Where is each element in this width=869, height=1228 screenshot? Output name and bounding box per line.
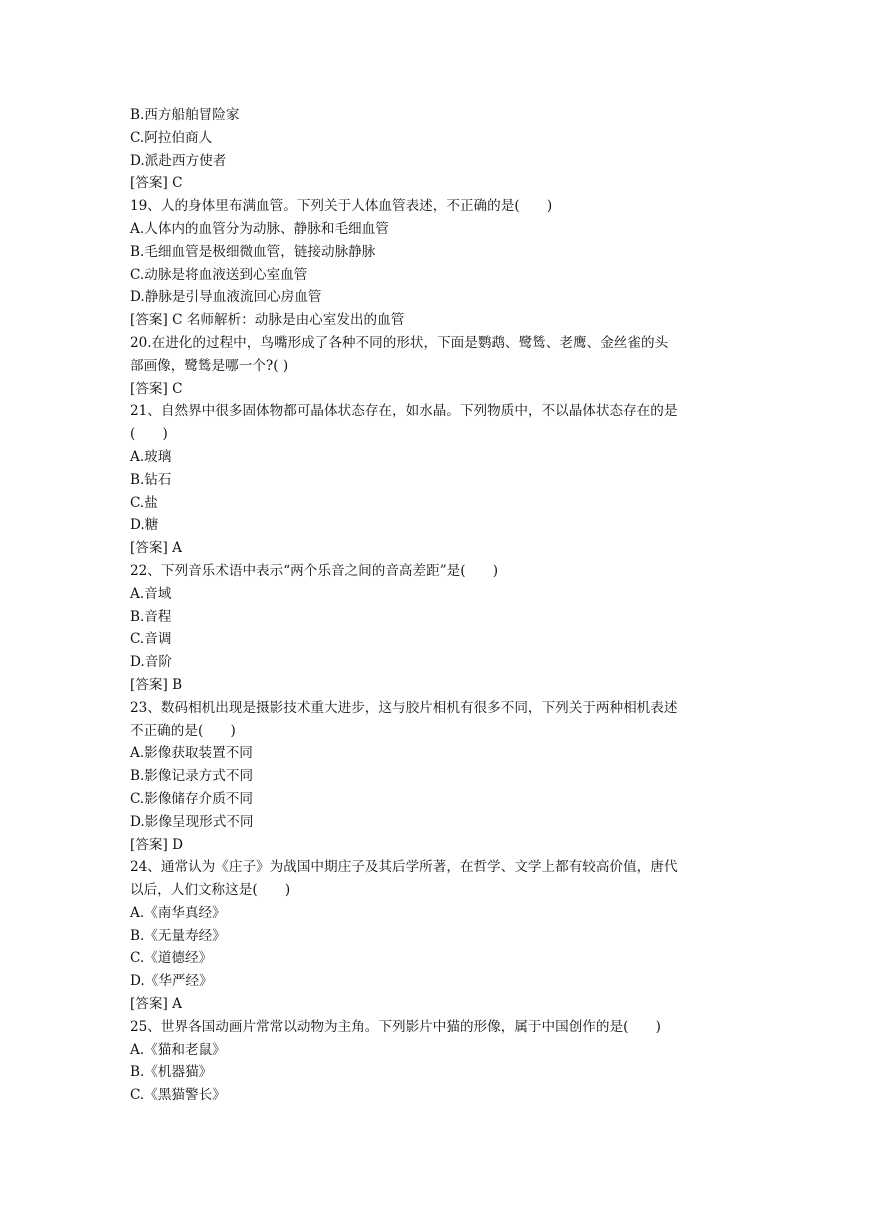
answer-q21: [答案] A (130, 540, 182, 557)
option-b-q23: B.影像记录方式不同 (130, 768, 254, 785)
option-c-q22: C.音调 (130, 631, 172, 648)
option-b-q18: B.西方船舶冒险家 (130, 107, 240, 123)
question-23-line-1: 23、数码相机出现是摄影技术重大进步，这与胶片相机有很多不同，下列关于两种相机表述 (130, 699, 678, 716)
option-b-q19: B.毛细血管是极细微血管，链接动脉静脉 (130, 243, 376, 260)
option-a-q22: A.音域 (130, 585, 172, 602)
option-a-q23: A.影像获取装置不同 (130, 745, 253, 762)
question-22: 22、下列音乐术语中表示“两个乐音之间的音高差距”是( ) (130, 562, 499, 579)
option-d-q22: D.音阶 (130, 654, 172, 671)
question-23-line-2: 不正确的是( ) (130, 722, 236, 739)
option-b-q21: B.钻石 (130, 471, 172, 488)
question-20-line-2: 部画像，鹭鸶是哪一个?( ) (130, 357, 289, 374)
option-d-q21: D.糖 (130, 517, 159, 534)
option-b-q24: B.《无量寿经》 (130, 927, 226, 944)
answer-q18: [答案] C (130, 175, 183, 192)
option-c-q23: C.影像储存介质不同 (130, 790, 253, 807)
answer-q24: [答案] A (130, 996, 182, 1013)
option-c-q19: C.动脉是将血液送到心室血管 (130, 266, 308, 283)
option-d-q24: D.《华严经》 (130, 973, 213, 990)
question-24-line-2: 以后，人们文称这是( ) (130, 882, 291, 899)
option-d-q23: D.影像呈现形式不同 (130, 813, 254, 830)
answer-q19: [答案] C 名师解析：动脉是由心室发出的血管 (130, 312, 405, 329)
document-page (130, 104, 740, 1107)
option-d-q18: D.派赴西方使者 (130, 152, 227, 169)
option-a-q25: A.《猫和老鼠》 (130, 1041, 226, 1058)
question-19: 19、人的身体里布满血管。下列关于人体血管表述，不正确的是( ) (130, 198, 553, 215)
question-21-line-1: 21、自然界中很多固体物都可晶体状态存在，如水晶。下列物质中，不以晶体状态存在的是 (130, 403, 678, 420)
question-25: 25、世界各国动画片常常以动物为主角。下列影片中猫的形像，属于中国创作的是( ) (130, 1018, 661, 1035)
question-20-line-1: 20.在进化的过程中，鸟嘴形成了各种不同的形状，下面是鹦鹉、鹭鸶、老鹰、金丝雀的头 (130, 334, 669, 351)
option-a-q24: A.《南华真经》 (130, 904, 226, 921)
answer-q22: [答案] B (130, 676, 183, 693)
option-d-q19: D.静脉是引导血液流回心房血管 (130, 289, 322, 306)
option-c-q21: C.盐 (130, 494, 158, 511)
option-a-q19: A.人体内的血管分为动脉、静脉和毛细血管 (130, 220, 389, 237)
option-c-q25: C.《黑猫警长》 (130, 1087, 226, 1104)
answer-q23: [答案] D (130, 836, 184, 853)
question-21-line-2: ( ) (130, 426, 168, 443)
option-b-q22: B.音程 (130, 608, 172, 625)
answer-q20: [答案] C (130, 380, 183, 397)
option-a-q21: A.玻璃 (130, 448, 172, 465)
option-c-q18: C.阿拉伯商人 (130, 129, 213, 146)
option-c-q24: C.《道德经》 (130, 950, 213, 967)
question-24-line-1: 24、通常认为《庄子》为战国中期庄子及其后学所著，在哲学、文学上都有较高价值，唐代 (130, 859, 678, 876)
option-b-q25: B.《机器猫》 (130, 1064, 213, 1081)
